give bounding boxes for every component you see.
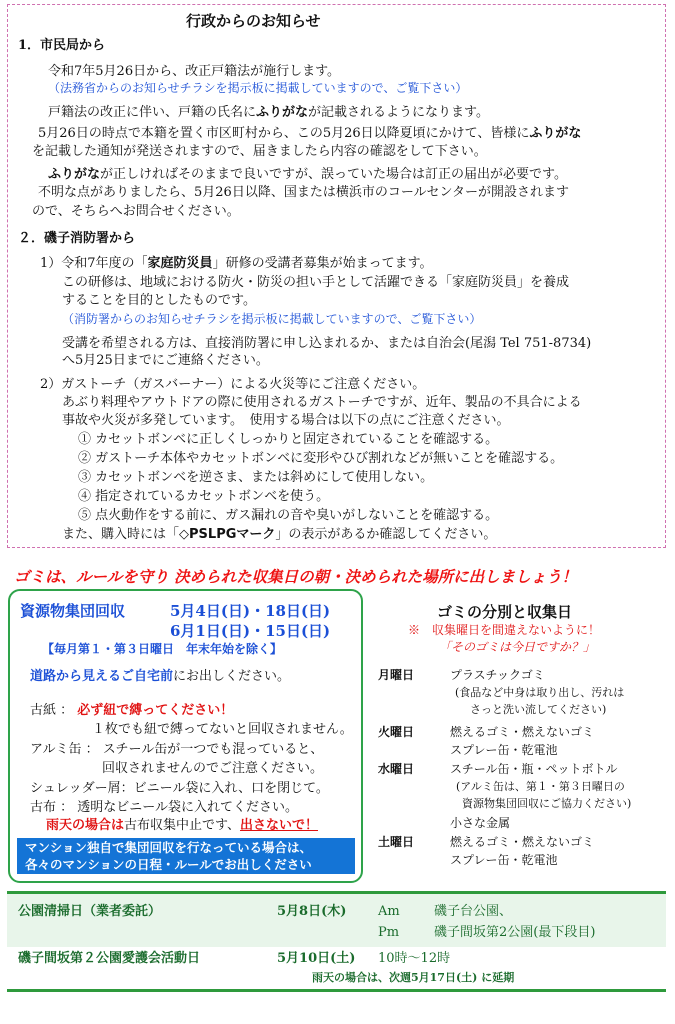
s1-line7: 不明な点がありましたら、5月26日以降、国または横浜市のコールセンターが開設されます — [38, 185, 570, 200]
park-assoc-date: 5月10日(土) — [277, 951, 356, 966]
s2-1-line2: この研修は、地域における防火・防災の担い手として活躍できる「家庭防災員」を養成 — [62, 275, 570, 290]
s2-2-item3: ③ カセットボンベを逆さま、または斜めにして使用しない。 — [78, 470, 434, 485]
wednesday-note1: (アルミ缶は、第１・第３日曜日の — [456, 780, 625, 793]
tuesday-item2: スプレー缶・乾電池 — [450, 743, 558, 757]
garbage-today-question: 「そのゴミは今日ですか？」 — [439, 640, 596, 654]
park-bottom-rule — [7, 989, 666, 992]
wednesday-label: 水曜日 — [378, 762, 415, 776]
s2-2-item1: ① カセットボンベに正しくしっかりと固定されていることを確認する。 — [78, 432, 499, 447]
resource-dates-may: 5月4日(日)・18日(日) — [170, 602, 331, 620]
monday-note2: さっと洗い流してください) — [470, 703, 607, 716]
park-top-rule — [7, 891, 666, 894]
park-assoc-time: 10時～12時 — [378, 951, 451, 966]
resource-shred: シュレッダー屑：ビニール袋に入れ、口を閉じて。 — [30, 781, 329, 796]
s1-line4: 5月26日の時点で本籍を置く市区町村から、この5月26日以降夏頃にかけて、皆様にふりがな — [38, 126, 582, 141]
park-am-place: 磯子台公園、 — [434, 904, 513, 919]
saturday-item1: 燃えるゴミ・燃えないゴミ — [450, 835, 595, 849]
s2-2-item5: ⑤ 点火動作をする前に、ガス漏れの音や臭いがしないことを確認する。 — [78, 508, 499, 523]
park-clean-date: 5月8日(木) — [277, 904, 347, 919]
resource-schedule-note: 【毎月第１・第３日曜日 年末年始を除く】 — [42, 642, 283, 656]
s2-2-line9: また、購入時には「◇PSLPGマーク」の表示があるか確認してください。 — [62, 527, 497, 542]
tuesday-item1: 燃えるゴミ・燃えないゴミ — [450, 725, 595, 739]
garbage-rule-banner: ゴミは、ルールを守り 決められた収集日の朝・決められた場所に出しましょう！ — [14, 568, 578, 586]
s2-2-item2: ② ガストーチ本体やカセットボンベに変形やひび割れなどが無いことを確認する。 — [78, 451, 564, 466]
monday-note1: (食品など中身は取り出し、汚れは — [455, 686, 625, 699]
section2-heading: ２．磯子消防署から — [18, 231, 136, 246]
resource-place: 道路から見えるご自宅前にお出しください。 — [30, 669, 291, 684]
s2-2-line1: 2）ガストーチ（ガスバーナー）による火災等にご注意ください。 — [40, 377, 426, 392]
saturday-item2: スプレー缶・乾電池 — [450, 853, 558, 867]
s2-1-line4: （消防署からのお知らせチラシを掲示板に掲載していますので、ご覧下さい） — [62, 312, 482, 326]
s2-2-line2: あぶり料理やアウトドアの際に使用されるガストーチですが、近年、製品の不具合による — [62, 395, 582, 410]
park-rain-note: 雨天の場合は、次週5月17日(土) に延期 — [312, 971, 515, 984]
notice-title: 行政からのお知らせ — [186, 12, 321, 30]
resource-paper-note: １枚でも紐で縛ってないと回収されません。 — [92, 722, 353, 737]
saturday-label: 土曜日 — [378, 835, 415, 849]
wednesday-item2: 小さな金属 — [450, 816, 511, 830]
resource-dates-june: 6月1日(日)・15日(日) — [170, 622, 331, 640]
garbage-heading: ゴミの分別と収集日 — [437, 603, 573, 621]
s1-line8: ので、そちらへお問合せください。 — [32, 204, 240, 219]
s2-1-line6: へ5月25日までにご連絡ください。 — [62, 353, 269, 368]
park-pm-label: Pm — [378, 925, 400, 940]
resource-heading: 資源物集団回収 — [20, 602, 126, 620]
garbage-warning: ※ 収集曜日を間違えないように！ — [408, 623, 601, 637]
s1-line6: ふりがなが正しければそのままで良いですが、誤っていた場合は訂正の届出が必要です。 — [48, 167, 567, 182]
monday-label: 月曜日 — [378, 668, 415, 682]
s2-1-line1: 1）令和7年度の「家庭防災員」研修の受講者募集が始まってます。 — [40, 256, 433, 271]
s2-1-line5: 受講を希望される方は、直接消防署に申し込まれるか、または自治会(尾潟 Tel 751-8734) — [62, 336, 592, 351]
s2-1-line3: することを目的としたものです。 — [62, 293, 256, 308]
section1-heading: 1．市民局から — [18, 38, 106, 53]
park-clean-label: 公園清掃日（業者委託） — [18, 904, 162, 919]
s2-2-line3: 事故や火災が多発しています。 使用する場合は以下の点にご注意ください。 — [62, 413, 510, 428]
park-assoc-label: 磯子間坂第２公園愛護会活動日 — [18, 951, 201, 966]
s1-line3: 戸籍法の改正に伴い、戸籍の氏名にふりがなが記載されるようになります。 — [48, 105, 489, 120]
wednesday-item1: スチール缶・瓶・ペットボトル — [450, 762, 618, 776]
resource-can-line1: アルミ缶 ： スチール缶が一つでも混っていると、 — [30, 742, 324, 757]
wednesday-note2: 資源物集団回収にご協力ください) — [462, 797, 632, 810]
park-am-label: Am — [378, 904, 400, 919]
resource-paper-rule: 古紙 ： 必ず紐で縛ってください！ — [30, 703, 234, 718]
resource-rain-note: 雨天の場合は古布収集中止です、出さないで！ — [46, 818, 318, 833]
s1-line5: を記載した通知が発送されますので、届きましたら内容の確認をして下さい。 — [32, 144, 487, 159]
s2-2-item4: ④ 指定されているカセットボンベを使う。 — [78, 489, 330, 504]
s1-line1: 令和7年5月26日から、改正戸籍法が施行します。 — [48, 64, 341, 79]
mansion-note: マンション独自で集団回収を行なっている場合は、 各々のマンションの日程・ルールでお出しください — [17, 838, 355, 874]
tuesday-label: 火曜日 — [378, 725, 415, 739]
resource-can-line2: 回収されませんのでご注意ください。 — [102, 761, 324, 776]
monday-item: プラスチックゴミ — [450, 668, 545, 682]
park-pm-place: 磯子間坂第2公園(最下段目) — [434, 925, 596, 940]
s1-line2: （法務省からのお知らせチラシを掲示板に掲載していますので、ご覧下さい） — [48, 81, 468, 95]
resource-cloth: 古布 ： 透明なビニール袋に入れてください。 — [30, 800, 299, 815]
